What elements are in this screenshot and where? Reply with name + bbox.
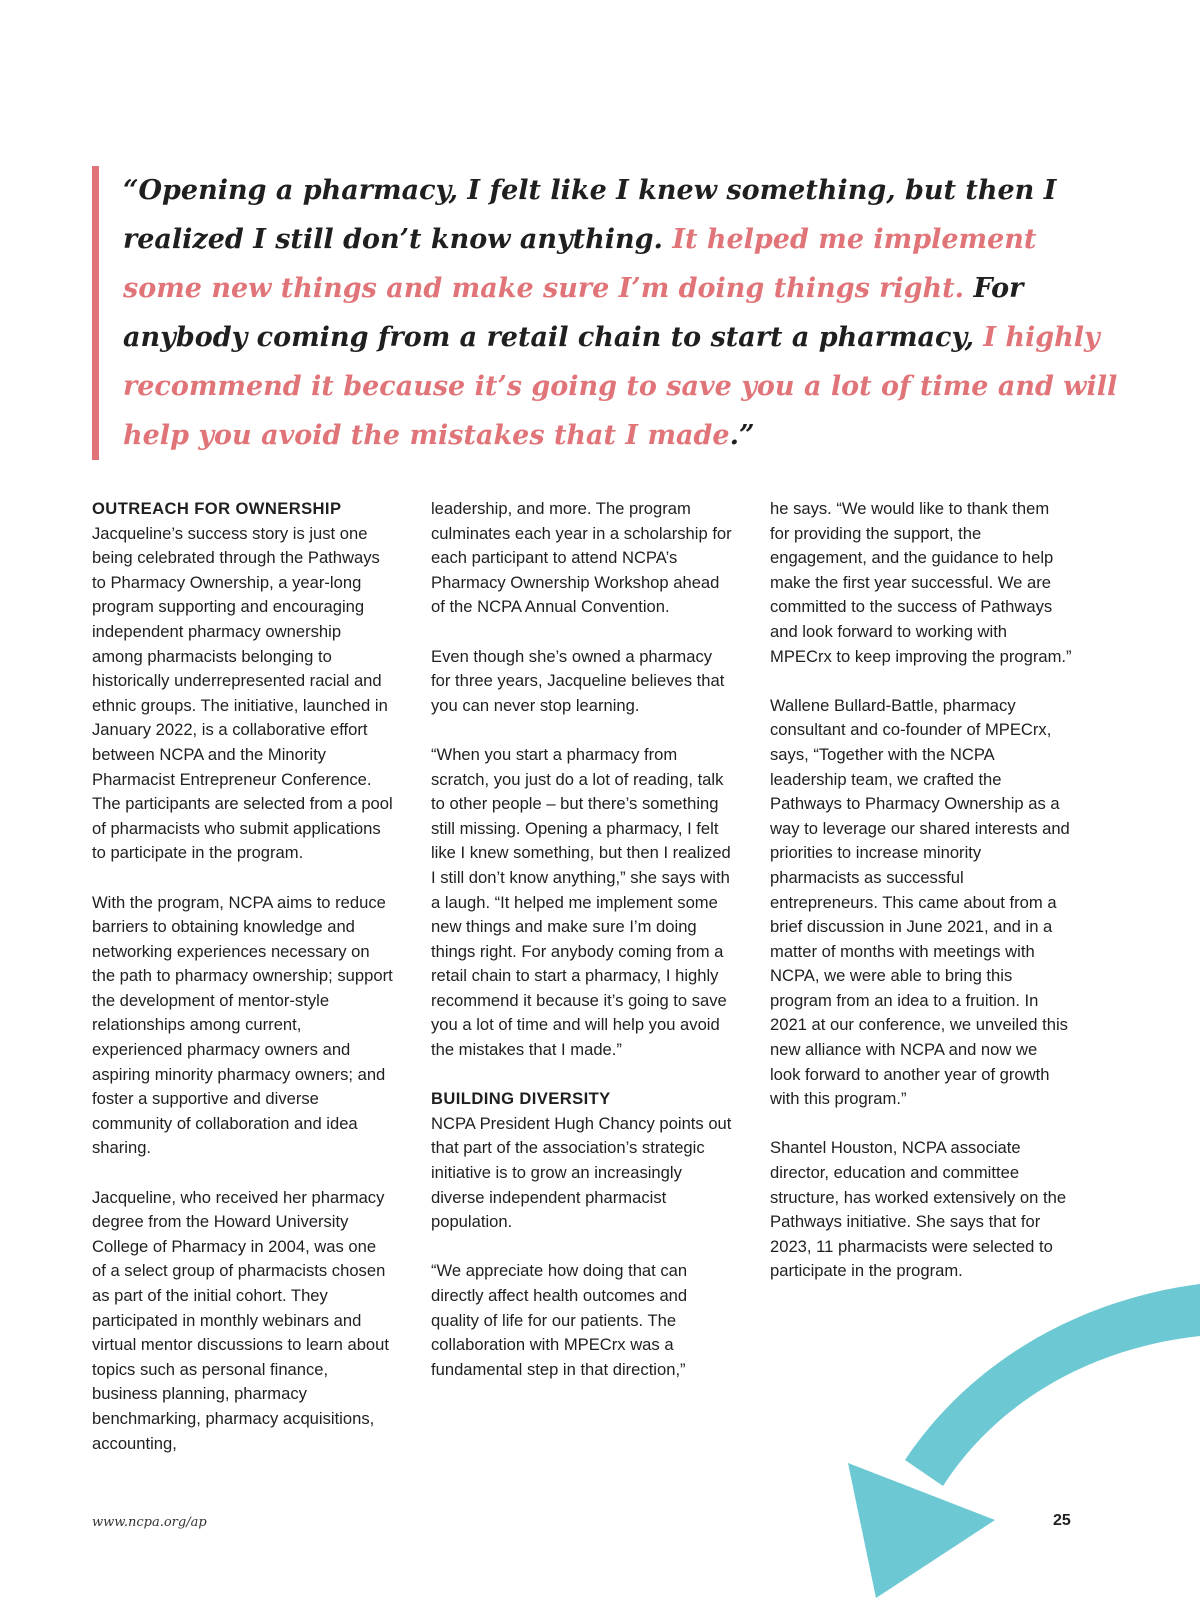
paragraph: Jacqueline, who received her pharmacy degree from the Howard University College of Pharmacy in 2004, was one of a select group of pharmacists chosen as part of the initial cohort. They participated in monthly webinars and virtual mentor discussions to learn about topics such as personal finance, business planning, pharmacy benchmarking, pharmacy acquisitions, accounting, xyxy=(92,1187,389,1453)
paragraph: With the program, NCPA aims to reduce barriers to obtaining knowledge and networking experiences necessary on the path to pharmacy ownership; support the development of mentor-style relationships among current, experienced pharmacy owners and aspiring minority pharmacy owners; and foster a supportive and diverse community of collaboration and idea sharing. xyxy=(92,892,393,1158)
paragraph: Jacqueline’s success story is just one being celebrated through the Pathways to Pharmacy Ownership, a year-long program supporting and encouraging independent pharmacy ownership among pharmacists belonging to historically underrepresented racial and ethnic groups. The initiative, launched in January 2022, is a collaborative effort between NCPA and the Minority Pharmacist Entrepreneur Conference. The participants are selected from a pool of pharmacists who submit applications to participate in the program. xyxy=(92,523,393,863)
column-3 xyxy=(770,497,1072,1487)
paragraph: Even though she’s owned a pharmacy for three years, Jacqueline believes that you can never stop learning. xyxy=(431,646,725,715)
paragraph: NCPA President Hugh Chancy points out that part of the association’s strategic initiative is to grow an increasingly diverse independent pharmacist population. xyxy=(431,1113,732,1232)
paragraph: leadership, and more. The program culminates each year in a scholarship for each participant to attend NCPA’s Pharmacy Ownership Workshop ahead of the NCPA Annual Convention. xyxy=(431,499,732,617)
pull-quote-highlight-1: It helped me implement some new things and make sure I’m doing things right. xyxy=(123,224,1037,304)
paragraph: “When you start a pharmacy from scratch, you just do a lot of reading, talk to other people – but there’s something still missing. Opening a pharmacy, I felt like I knew something, but then I realized I still don’t know anything,” she says with a laugh. “It helped me implement some new things and make sure I’m doing things right. For anybody coming from a retail chain to start a pharmacy, I highly recommend it because it’s going to save you a lot of time and will help you avoid the mistakes that I made.” xyxy=(431,744,731,1060)
article-body xyxy=(92,497,1072,1487)
column-1 xyxy=(92,497,394,1487)
paragraph: Shantel Houston, NCPA associate director, education and committee structure, has worked extensively on the Pathways initiative. She says that for 2023, 11 pharmacists were selected to participate in the program. xyxy=(770,1138,1067,1281)
page-number: 25 xyxy=(1053,1512,1071,1529)
pull-quote-open-mark: “ xyxy=(123,175,139,206)
column-2 xyxy=(431,497,733,1487)
paragraph: he says. “We would like to thank them for providing the support, the engagement, and the guidance to help make the first year successful. We are committed to the success of Pathways and look forward to working with MPECrx to keep improving the program.” xyxy=(770,499,1072,666)
paragraph: “We appreciate how doing that can directly affect health outcomes and quality of life for our patients. The collaboration with MPECrx was a fundamental step in that direction,” xyxy=(431,1261,688,1379)
pull-quote-close: .” xyxy=(729,420,755,451)
footer-url: www.ncpa.org/ap xyxy=(92,1515,207,1530)
section-heading-diversity: BUILDING DIVERSITY xyxy=(431,1089,611,1109)
pull-quote-text-1: Opening a pharmacy, I felt like I knew something, but then I realized I still don’t know anything. xyxy=(123,175,1057,255)
pull-quote-highlight-2: I highly recommend it because it’s going to save you a lot of time and will help you avoid the mistakes that I made xyxy=(123,322,1118,451)
pull-quote-text-2: For anybody coming from a retail chain to start a pharmacy, xyxy=(123,273,1024,353)
pull-quote xyxy=(92,166,1123,460)
paragraph: Wallene Bullard-Battle, pharmacy consultant and co-founder of MPECrx, says, “Together with the NCPA leadership team, we crafted the Pathways to Pharmacy Ownership as a way to leverage our shared interests and priorities to increase minority pharmacists as successful entrepreneurs. This came about from a brief discussion in June 2021, and in a matter of months with meetings with NCPA, we were able to bring this program from an idea to a fruition. In 2021 at our conference, we unveiled this new alliance with NCPA and now we look forward to another year of growth with this program.” xyxy=(770,695,1070,1109)
section-heading-outreach: OUTREACH FOR OWNERSHIP xyxy=(92,499,342,518)
